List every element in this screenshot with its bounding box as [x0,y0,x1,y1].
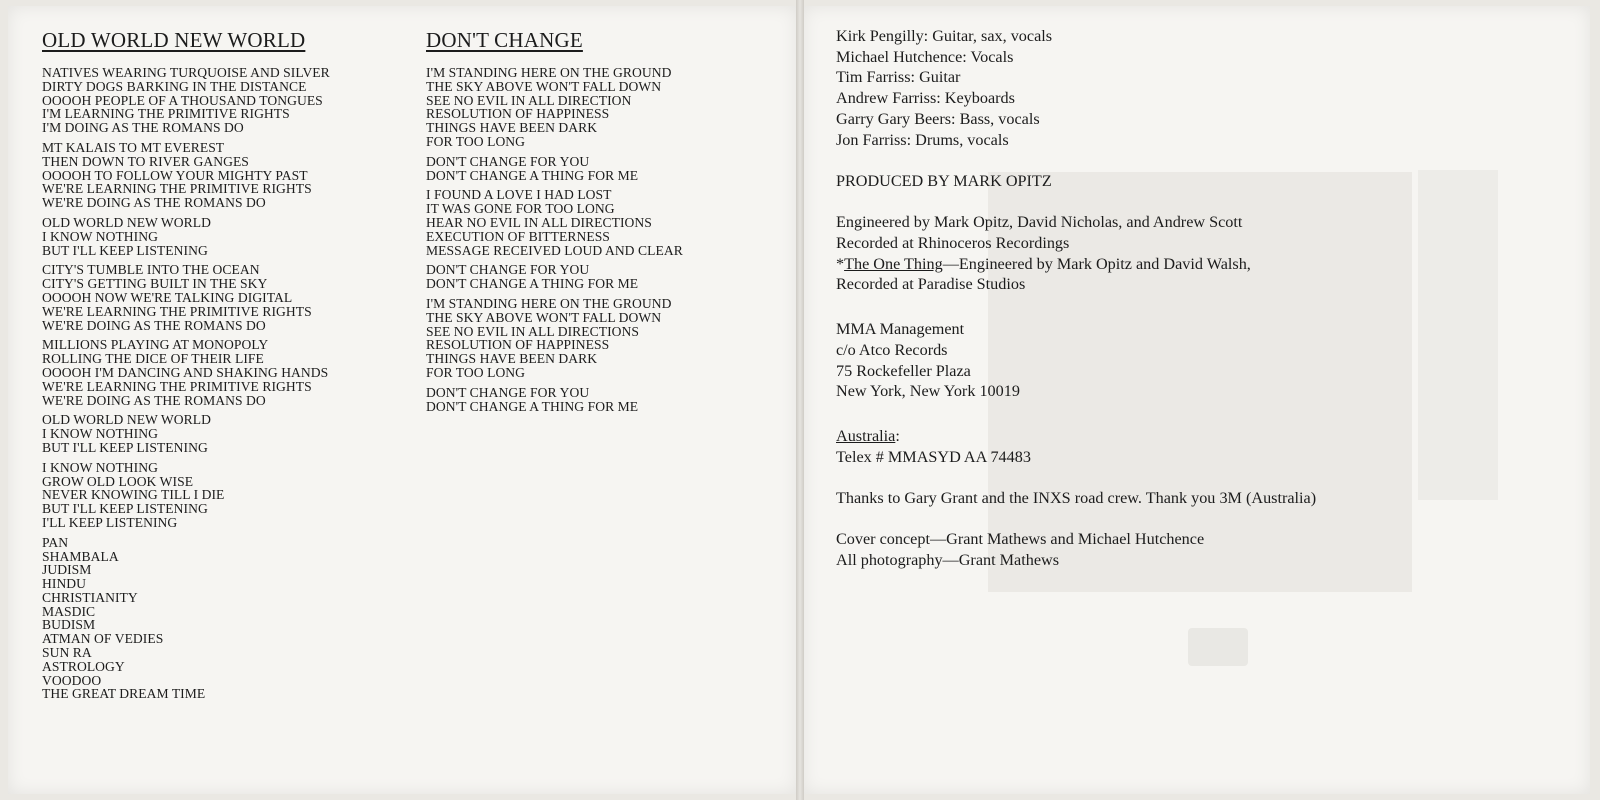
lyric-line: THINGS HAVE BEEN DARK [426,351,598,367]
lyric-line: VOODOO [42,672,102,688]
lyric-line: CHRISTIANITY [42,589,138,605]
lyric-line: ATMAN OF VEDIES [42,631,164,647]
lyric-line: HEAR NO EVIL IN ALL DIRECTIONS [426,214,652,230]
lyric-line: CITY'S TUMBLE INTO THE OCEAN [42,262,260,278]
stanza [42,66,402,135]
lyric-line: DON'T CHANGE A THING FOR ME [426,276,639,292]
band-member: Kirk Pengilly: Guitar, sax, vocals [836,27,1053,45]
song-title: OLD WORLD NEW WORLD [42,28,306,52]
engineer-credit: Engineered by Mark Opitz, David Nicholas, and Andrew Scott [836,213,1243,232]
lyric-line: THE SKY ABOVE WON'T FALL DOWN [426,309,662,325]
lyric-line: I KNOW NOTHING [42,228,158,244]
song-title: DON'T CHANGE [426,28,583,52]
song-dont-change [426,26,786,419]
thanks-line: Thanks to Gary Grant and the INXS road crew. Thank you 3M (Australia) [836,489,1317,508]
one-thing-engineers: —Engineered by Mark Opitz and David Walsh, [942,254,1251,273]
lyrics [42,66,402,701]
lyric-line: FOR TOO LONG [426,133,526,149]
lyric-line: DON'T CHANGE FOR YOU [426,262,590,278]
producer-credit: PRODUCED BY MARK OPITZ [836,171,1052,190]
lyric-line: WE'RE DOING AS THE ROMANS DO [42,317,266,333]
lyric-line: MT KALAIS TO MT EVEREST [42,139,225,155]
stanza [42,413,402,454]
lyric-line: DON'T CHANGE FOR YOU [426,153,590,169]
lyric-line: ASTROLOGY [42,658,125,674]
stanza [426,66,786,149]
lyric-line: DON'T CHANGE A THING FOR ME [426,167,639,183]
stanza [42,263,402,332]
lyric-line: I KNOW NOTHING [42,459,158,475]
lyric-line: JUDISM [42,562,92,578]
lyric-line: DON'T CHANGE FOR YOU [426,384,590,400]
lyric-line: PAN [42,534,69,550]
stanza [426,263,786,291]
band-member: Jon Farriss: Drums, vocals [836,130,1009,149]
asterisk: * [836,254,845,273]
lyric-line: DIRTY DOGS BARKING IN THE DISTANCE [42,78,307,94]
lyric-line: OOOOH PEOPLE OF A THOUSAND TONGUES [42,92,323,108]
lyric-line: EXECUTION OF BITTERNESS [426,228,610,244]
lyric-line: HINDU [42,576,87,592]
song-old-world-new-world [42,26,402,707]
band-member: Michael Hutchence: Vocals [836,47,1014,66]
stanza [426,297,786,380]
stanza [42,461,402,530]
lyric-line: I KNOW NOTHING [42,426,158,442]
cover-concept-credit: Cover concept—Grant Mathews and Michael Hutchence [836,530,1205,549]
lyric-line: BUT I'LL KEEP LISTENING [42,439,208,455]
address-line: MMA Management [836,320,965,339]
lyric-line: WE'RE LEARNING THE PRIMITIVE RIGHTS [42,181,312,197]
band-member: Andrew Farriss: Keyboards [836,89,1015,108]
bleed-through-logo [1188,628,1248,666]
australia-heading: Australia: [836,426,900,445]
lyric-line: OOOOH NOW WE'RE TALKING DIGITAL [42,289,293,305]
lyric-line: WE'RE LEARNING THE PRIMITIVE RIGHTS [42,303,312,319]
stanza [42,338,402,407]
lyric-line: BUT I'LL KEEP LISTENING [42,501,208,517]
lyric-line: IT WAS GONE FOR TOO LONG [426,201,615,217]
lyric-line: I'M STANDING HERE ON THE GROUND [426,65,672,80]
booklet-gutter [796,0,804,800]
lyric-line: DON'T CHANGE A THING FOR ME [426,398,639,414]
lyrics [426,66,786,413]
lyric-line: CITY'S GETTING BUILT IN THE SKY [42,276,268,292]
address-line: New York, New York 10019 [836,382,1020,401]
telex-number: Telex # MMASYD AA 74483 [836,447,1031,466]
one-thing-credit [836,254,1556,275]
album-credits [836,26,1556,571]
band-member: Tim Farriss: Guitar [836,68,961,87]
lyric-line: OLD WORLD NEW WORLD [42,214,211,230]
lyric-line: RESOLUTION OF HAPPINESS [426,337,610,353]
lyric-line: RESOLUTION OF HAPPINESS [426,106,610,122]
lyric-line: OOOOH TO FOLLOW YOUR MIGHTY PAST [42,167,308,183]
lyric-line: MILLIONS PLAYING AT MONOPOLY [42,337,269,353]
lyric-line: WE'RE LEARNING THE PRIMITIVE RIGHTS [42,378,312,394]
lyric-line: MESSAGE RECEIVED LOUD AND CLEAR [426,242,683,258]
studio-credit: Recorded at Rhinoceros Recordings [836,234,1070,252]
lyric-line: THE SKY ABOVE WON'T FALL DOWN [426,78,662,94]
lyric-line: MASDIC [42,603,96,619]
address-line: c/o Atco Records [836,340,948,359]
lyric-line: GROW OLD LOOK WISE [42,473,194,489]
stanza [42,141,402,210]
song-reference: The One Thing [844,254,943,273]
lyric-line: WE'RE DOING AS THE ROMANS DO [42,195,266,211]
lyric-line: WE'RE DOING AS THE ROMANS DO [42,392,266,408]
paradise-studio-credit: Recorded at Paradise Studios [836,275,1026,294]
lyric-line: I'LL KEEP LISTENING [42,514,178,530]
stanza [426,155,786,183]
lyric-line: FOR TOO LONG [426,364,526,380]
stanza [426,188,786,257]
australia-label: Australia [836,426,896,445]
lyric-line: I'M LEARNING THE PRIMITIVE RIGHTS [42,106,290,122]
lyric-line: NEVER KNOWING TILL I DIE [42,487,225,503]
lyric-line: SEE NO EVIL IN ALL DIRECTIONS [426,323,640,339]
stanza [42,536,402,702]
lyric-line: SUN RA [42,645,92,661]
stanza [42,216,402,257]
lyric-line: BUDISM [42,617,96,633]
lyric-line: THINGS HAVE BEEN DARK [426,120,598,136]
lyric-line: NATIVES WEARING TURQUOISE AND SILVER [42,65,330,80]
lyric-line: THE GREAT DREAM TIME [42,686,206,702]
lyric-line: BUT I'LL KEEP LISTENING [42,242,208,258]
stanza [426,386,786,414]
lyric-line: OLD WORLD NEW WORLD [42,412,211,428]
management-address [836,319,1556,402]
lyric-line: OOOOH I'M DANCING AND SHAKING HANDS [42,364,329,380]
lyric-line: SEE NO EVIL IN ALL DIRECTION [426,92,632,108]
band-members-list [836,26,1556,150]
lyric-line: I FOUND A LOVE I HAD LOST [426,187,612,203]
lyric-line: I'M STANDING HERE ON THE GROUND [426,295,672,311]
lyric-line: SHAMBALA [42,548,119,564]
lyric-line: THEN DOWN TO RIVER GANGES [42,153,249,169]
band-member: Garry Gary Beers: Bass, vocals [836,109,1040,128]
lyric-line: I'M DOING AS THE ROMANS DO [42,120,244,136]
lyric-line: ROLLING THE DICE OF THEIR LIFE [42,351,264,367]
address-line: 75 Rockefeller Plaza [836,361,971,380]
photography-credit: All photography—Grant Mathews [836,551,1059,570]
